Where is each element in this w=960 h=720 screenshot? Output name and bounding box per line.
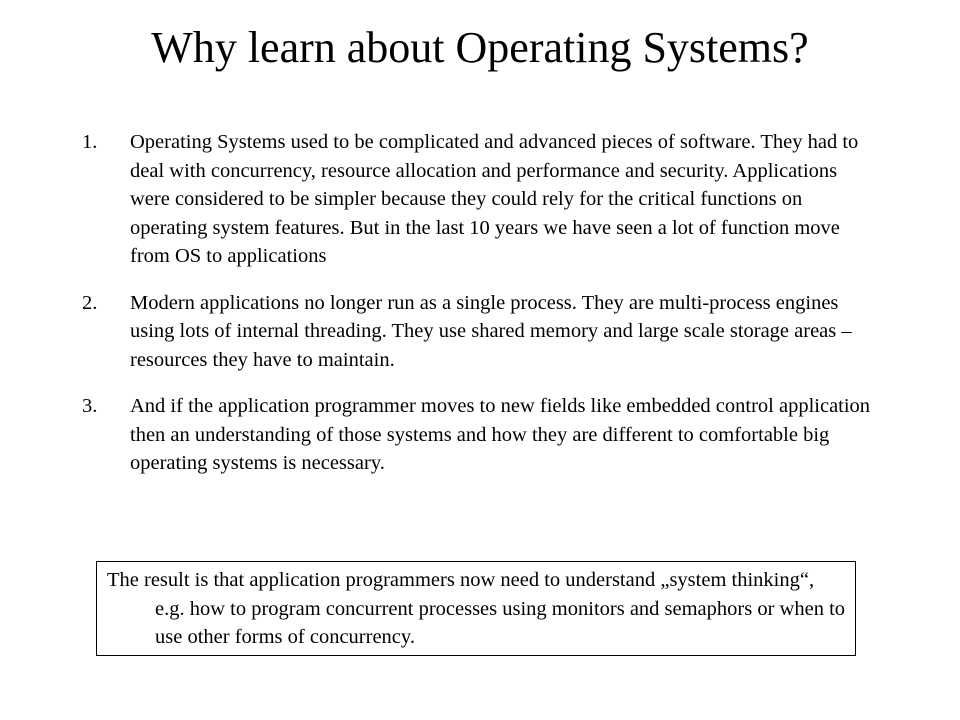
list-item [82, 128, 882, 271]
list-item-text: Modern applications no longer run as a single process. They are multi-process engines using lots of internal threading. They use shared memory and large scale storage areas – resources they have to maintain. [130, 291, 852, 371]
list-item [82, 392, 882, 478]
list-item-text: And if the application programmer moves to new fields like embedded control application then an understanding of those systems and how they are different to comfortable big operating systems is necessary. [130, 395, 871, 474]
list-item-text: Operating Systems used to be complicated and advanced pieces of software. They had to deal with concurrency, resource allocation and performance and security. Applications were considered to be simpler because they could rely for the critical functions on operating system features. But in the last 10 years we have seen a lot of function move from OS to applications [130, 131, 859, 267]
list-item-number: 1. [82, 131, 98, 153]
points-list [82, 128, 882, 496]
list-item [82, 289, 882, 375]
list-item-number: 2. [82, 291, 98, 314]
list-item-number: 3. [82, 395, 98, 417]
slide-title: Why learn about Operating Systems? [151, 23, 809, 72]
conclusion-text: The result is that application programmers now need to understand „system thinking“, e.g. how to program concurrent processes using monitors and semaphors or when to use other forms of concurrency. [107, 569, 846, 648]
conclusion-box [96, 561, 856, 656]
